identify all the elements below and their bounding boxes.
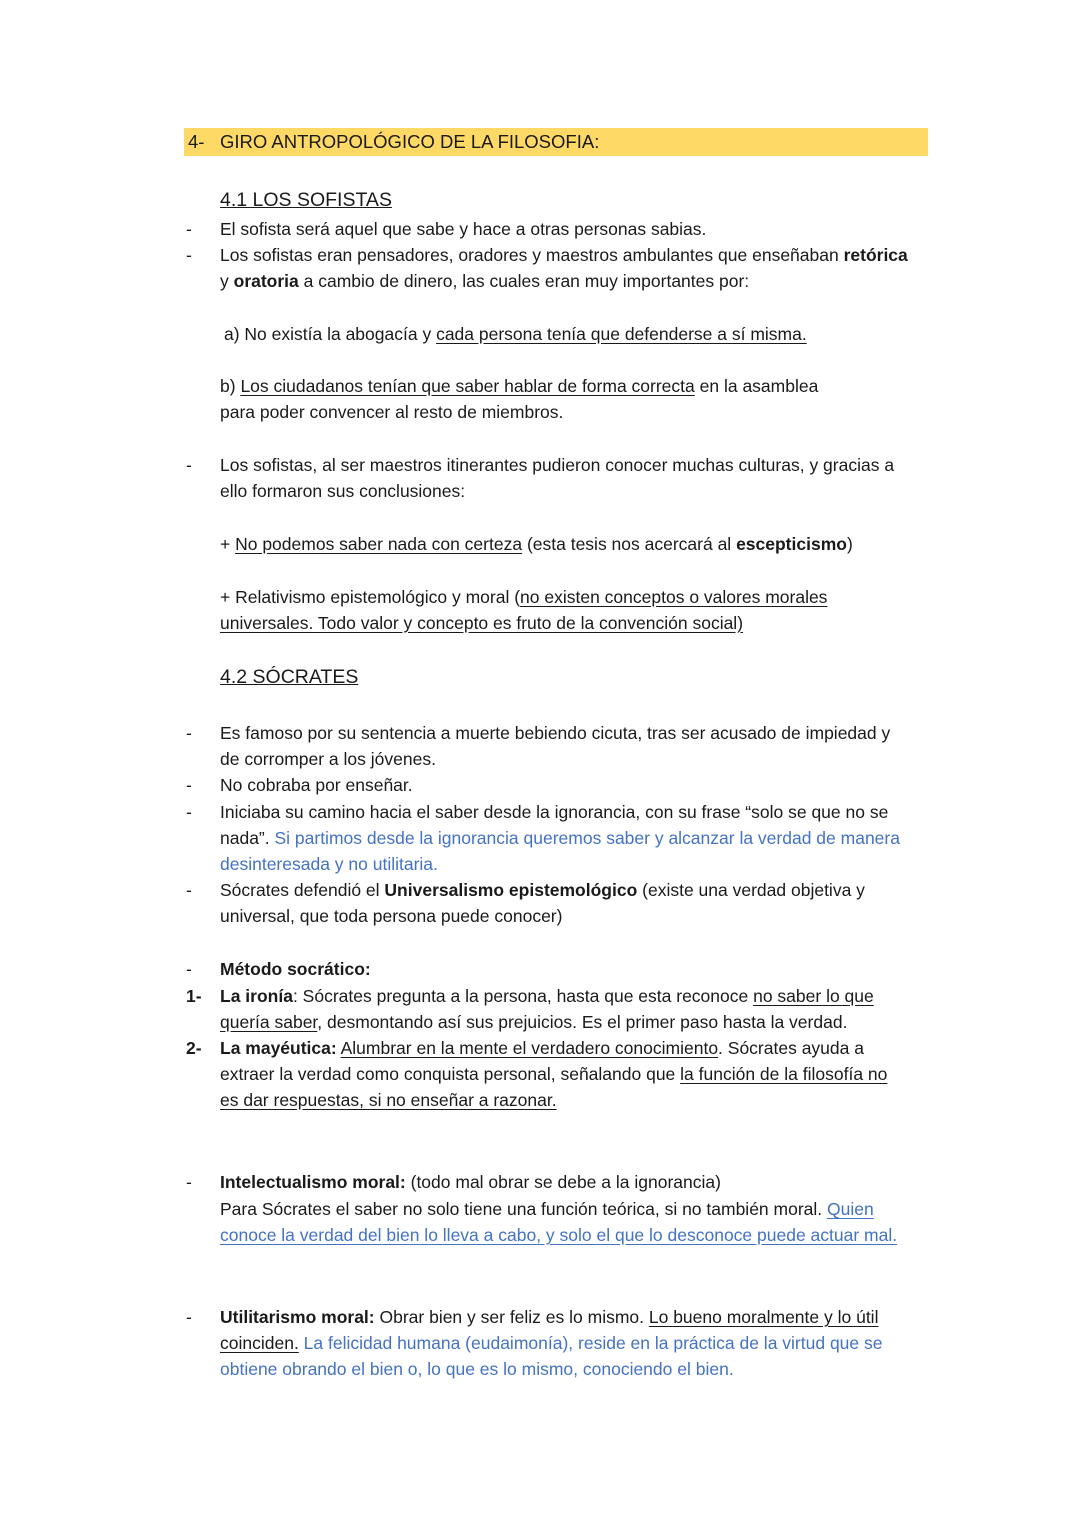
bullet-dash: - bbox=[186, 455, 192, 475]
conclusion-2-line-2: universales. Todo valor y concepto es fruto de la convención social) bbox=[220, 613, 744, 633]
sofistas-bullet-2-line-1: Los sofistas eran pensadores, oradores y maestros ambulantes que enseñaban retórica bbox=[220, 245, 908, 265]
conclusion-1: + No podemos saber nada con certeza (esta tesis nos acercará al escepticismo) bbox=[220, 534, 853, 554]
list-number-1: 1- bbox=[186, 986, 202, 1006]
sofistas-bullet-3-line-1: Los sofistas, al ser maestros itinerantes pudieron conocer muchas culturas, y gracias a bbox=[220, 455, 895, 475]
sofistas-bullet-1: El sofista será aquel que sabe y hace a otras personas sabias. bbox=[220, 219, 707, 239]
bullet-dash: - bbox=[186, 880, 192, 900]
socrates-bullet-1-line-1: Es famoso por su sentencia a muerte bebiendo cicuta, tras ser acusado de impiedad y bbox=[220, 723, 891, 743]
subsection-title-socrates: 4.2 SÓCRATES bbox=[220, 666, 359, 688]
metodo-heading: Método socrático: bbox=[220, 959, 371, 979]
bullet-dash: - bbox=[186, 245, 192, 265]
bullet-dash: - bbox=[186, 1307, 192, 1327]
mayeutica-line-3: es dar respuestas, si no enseñar a razonar. bbox=[220, 1090, 557, 1110]
mayeutica-line-2: extraer la verdad como conquista personal, señalando que la función de la filosofía no bbox=[220, 1064, 888, 1084]
utilitarismo-line-2: coinciden. La felicidad humana (eudaimonía), reside en la práctica de la virtud que se bbox=[220, 1333, 883, 1353]
socrates-bullet-1-line-2: de corromper a los jóvenes. bbox=[220, 749, 436, 769]
heading-number: 4- bbox=[188, 131, 205, 152]
utilitarismo-line-1: Utilitarismo moral: Obrar bien y ser feliz es lo mismo. Lo bueno moralmente y lo útil bbox=[220, 1307, 879, 1327]
socrates-bullet-4-line-1: Sócrates defendió el Universalismo epistemológico (existe una verdad objetiva y bbox=[220, 880, 865, 900]
ironia-line-1: La ironía: Sócrates pregunta a la persona, hasta que esta reconoce no saber lo que bbox=[220, 986, 874, 1006]
sofistas-bullet-2-line-2: y oratoria a cambio de dinero, las cuales eran muy importantes por: bbox=[220, 271, 750, 291]
ironia-line-2: quería saber, desmontando así sus prejuicios. Es el primer paso hasta la verdad. bbox=[220, 1012, 848, 1032]
bullet-dash: - bbox=[186, 802, 192, 822]
section-heading bbox=[184, 128, 928, 156]
socrates-bullet-3-line-3: desinteresada y no utilitaria. bbox=[220, 854, 438, 874]
bullet-dash: - bbox=[186, 1172, 192, 1192]
point-b-line-1: b) Los ciudadanos tenían que saber hablar de forma correcta en la asamblea bbox=[220, 376, 819, 396]
bullet-dash: - bbox=[186, 219, 192, 239]
sofistas-bullet-3-line-2: ello formaron sus conclusiones: bbox=[220, 481, 466, 501]
heading-title: GIRO ANTROPOLÓGICO DE LA FILOSOFIA: bbox=[220, 131, 600, 152]
intelectualismo-line-3: conoce la verdad del bien lo lleva a cabo, y solo el que lo desconoce puede actuar mal. bbox=[220, 1225, 898, 1245]
subsection-title-sofistas: 4.1 LOS SOFISTAS bbox=[220, 189, 392, 211]
bullet-dash: - bbox=[186, 723, 192, 743]
bullet-dash: - bbox=[186, 959, 192, 979]
intelectualismo-line-1: Intelectualismo moral: (todo mal obrar se debe a la ignorancia) bbox=[220, 1172, 721, 1192]
socrates-bullet-2: No cobraba por enseñar. bbox=[220, 775, 413, 795]
socrates-bullet-3-line-2: nada”. Si partimos desde la ignorancia queremos saber y alcanzar la verdad de manera bbox=[220, 828, 900, 848]
conclusion-2-line-1: + Relativismo epistemológico y moral (no existen conceptos o valores morales bbox=[220, 587, 828, 607]
bullet-dash: - bbox=[186, 775, 192, 795]
socrates-bullet-4-line-2: universal, que toda persona puede conocer) bbox=[220, 906, 563, 926]
list-number-2: 2- bbox=[186, 1038, 202, 1058]
point-a: a) No existía la abogacía y cada persona tenía que defenderse a sí misma. bbox=[224, 324, 807, 344]
point-b-line-2: para poder convencer al resto de miembros. bbox=[220, 402, 564, 422]
intelectualismo-line-2: Para Sócrates el saber no solo tiene una función teórica, si no también moral. Quien bbox=[220, 1199, 874, 1219]
utilitarismo-line-3: obtiene obrando el bien o, lo que es lo mismo, conociendo el bien. bbox=[220, 1359, 734, 1379]
socrates-bullet-3-line-1: Iniciaba su camino hacia el saber desde la ignorancia, con su frase “solo se que no se bbox=[220, 802, 889, 822]
mayeutica-line-1: La mayéutica: Alumbrar en la mente el verdadero conocimiento. Sócrates ayuda a bbox=[220, 1038, 864, 1058]
